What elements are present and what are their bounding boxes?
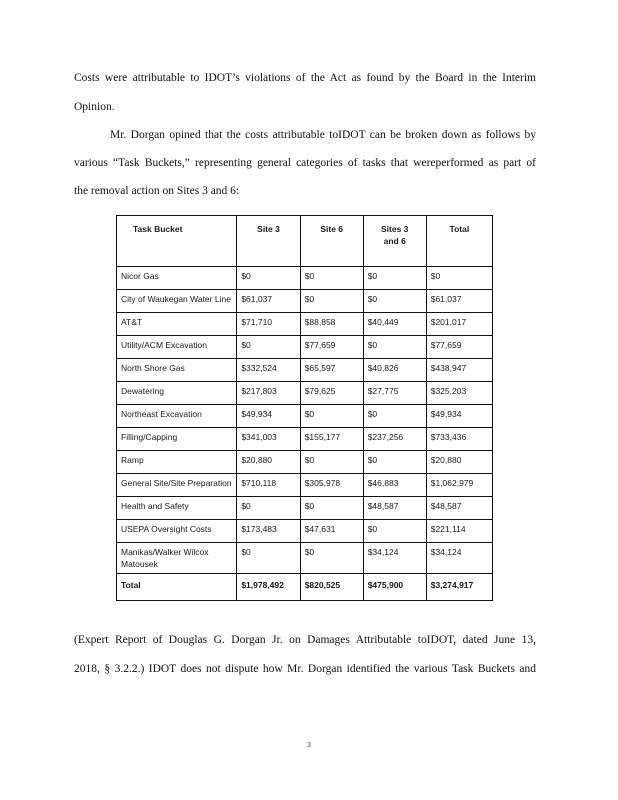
row-site-6: $79,625	[300, 382, 363, 405]
table-row	[117, 267, 493, 290]
row-sites-3-and-6: $40,826	[363, 359, 426, 382]
row-site-6: $0	[300, 451, 363, 474]
table-row	[117, 313, 493, 336]
row-total: $201,017	[426, 313, 492, 336]
row-site-3: $49,934	[237, 405, 300, 428]
table-row	[117, 428, 493, 451]
row-total: $733,436	[426, 428, 492, 451]
row-sites-3-and-6: $0	[363, 267, 426, 290]
paragraph3-line1: (Expert Report of Douglas G. Dorgan Jr. on Damages Attributable toIDOT, dated June 13,	[74, 634, 536, 646]
total-sites-3-and-6: $475,900	[363, 574, 426, 601]
row-sites-3-and-6: $34,124	[363, 543, 426, 574]
row-site-6: $47,631	[300, 520, 363, 543]
row-task: Dewatering	[117, 382, 237, 405]
row-task: Ramp	[117, 451, 237, 474]
table-row	[117, 359, 493, 382]
row-task: North Shore Gas	[117, 359, 237, 382]
task-bucket-table	[116, 215, 493, 601]
paragraph1-line1: Costs were attributable to IDOT’s violations of the Act as found by the Board in the Interim	[74, 72, 536, 84]
table-row	[117, 497, 493, 520]
header-sites-3-and-6-line1: Sites 3	[381, 224, 409, 234]
table-total-row	[117, 574, 493, 601]
table-header-row	[117, 216, 493, 267]
row-sites-3-and-6: $27,775	[363, 382, 426, 405]
row-site-6: $0	[300, 267, 363, 290]
page-number: 3	[307, 741, 311, 749]
row-total: $438,947	[426, 359, 492, 382]
table-row	[117, 474, 493, 497]
row-total: $0	[426, 267, 492, 290]
row-site-3: $0	[237, 336, 300, 359]
paragraph2-line3: the removal action on Sites 3 and 6:	[74, 185, 240, 197]
row-site-6: $155,177	[300, 428, 363, 451]
row-task: AT&T	[117, 313, 237, 336]
row-site-6: $88,858	[300, 313, 363, 336]
row-site-3: $341,003	[237, 428, 300, 451]
total-site-6: $820,525	[300, 574, 363, 601]
row-total: $49,934	[426, 405, 492, 428]
row-site-3: $332,524	[237, 359, 300, 382]
row-sites-3-and-6: $0	[363, 336, 426, 359]
row-site-3: $20,880	[237, 451, 300, 474]
table-row	[117, 543, 493, 574]
row-site-3: $173,483	[237, 520, 300, 543]
row-task: General Site/Site Preparation	[117, 474, 237, 497]
paragraph3-line2: 2018, § 3.2.2.) IDOT does not dispute how Mr. Dorgan identified the various Task Buckets and	[74, 663, 536, 675]
paragraph2-line2: various “Task Buckets,” representing general categories of tasks that wereperformed as part of	[74, 157, 536, 169]
row-task: Filling/Capping	[117, 428, 237, 451]
row-task: Health and Safety	[117, 497, 237, 520]
row-site-3: $0	[237, 267, 300, 290]
row-task: USEPA Oversight Costs	[117, 520, 237, 543]
total-task: Total	[117, 574, 237, 601]
row-site-6: $65,597	[300, 359, 363, 382]
header-site-3: Site 3	[237, 216, 300, 267]
row-sites-3-and-6: $40,449	[363, 313, 426, 336]
row-site-3: $61,037	[237, 290, 300, 313]
row-site-6: $0	[300, 543, 363, 574]
row-total: $77,659	[426, 336, 492, 359]
row-site-6: $0	[300, 497, 363, 520]
row-site-3: $71,710	[237, 313, 300, 336]
row-sites-3-and-6: $48,587	[363, 497, 426, 520]
row-site-3: $217,803	[237, 382, 300, 405]
row-total: $1,062,979	[426, 474, 492, 497]
table-row	[117, 520, 493, 543]
table-row	[117, 382, 493, 405]
header-total: Total	[426, 216, 492, 267]
total-total: $3,274,917	[426, 574, 492, 601]
row-sites-3-and-6: $46,883	[363, 474, 426, 497]
row-total: $20,880	[426, 451, 492, 474]
header-sites-3-and-6-line2: and 6	[383, 236, 406, 246]
paragraph1-line2: Opinion.	[74, 101, 115, 113]
total-site-3: $1,978,492	[237, 574, 300, 601]
row-site-3: $0	[237, 497, 300, 520]
row-sites-3-and-6: $0	[363, 520, 426, 543]
paragraph2-line1: Mr. Dorgan opined that the costs attributable toIDOT can be broken down as follows by	[110, 129, 536, 141]
table-row	[117, 405, 493, 428]
table-row	[117, 451, 493, 474]
row-site-6: $0	[300, 290, 363, 313]
header-sites-3-and-6	[363, 216, 426, 267]
row-site-3: $0	[237, 543, 300, 574]
row-sites-3-and-6: $0	[363, 290, 426, 313]
row-task: Manikas/Walker Wilcox Matousek	[117, 543, 237, 574]
row-sites-3-and-6: $0	[363, 451, 426, 474]
row-task: City of Waukegan Water Line	[117, 290, 237, 313]
row-site-6: $77,659	[300, 336, 363, 359]
row-total: $325,203	[426, 382, 492, 405]
row-sites-3-and-6: $0	[363, 405, 426, 428]
row-total: $48,587	[426, 497, 492, 520]
row-total: $61,037	[426, 290, 492, 313]
table-row	[117, 290, 493, 313]
row-site-6: $305,978	[300, 474, 363, 497]
header-site-6: Site 6	[300, 216, 363, 267]
row-site-6: $0	[300, 405, 363, 428]
row-task: Northeast Excavation	[117, 405, 237, 428]
row-total: $221,114	[426, 520, 492, 543]
row-task: Utility/ACM Excavation	[117, 336, 237, 359]
row-site-3: $710,118	[237, 474, 300, 497]
row-task: Nicor Gas	[117, 267, 237, 290]
row-total: $34,124	[426, 543, 492, 574]
header-task-bucket: Task Bucket	[117, 216, 237, 267]
table-row	[117, 336, 493, 359]
row-sites-3-and-6: $237,256	[363, 428, 426, 451]
